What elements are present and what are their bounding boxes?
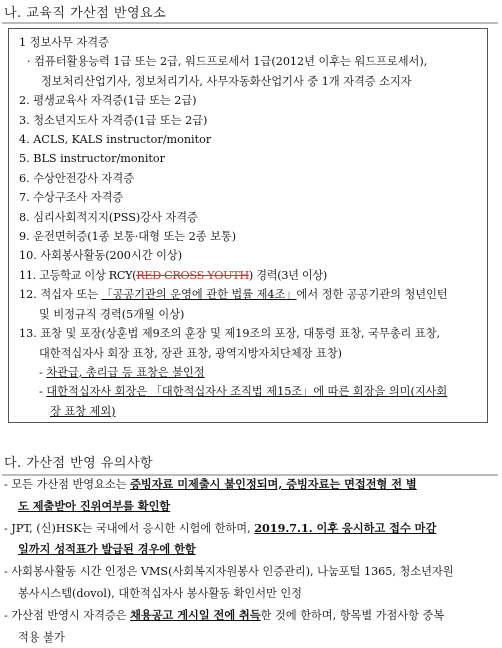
list-item-13-note-1 (19, 363, 481, 382)
list-item-13-cont: 대한적십자사 회장 표창, 장관 표창, 광역지방자치단체장 표창) (39, 346, 342, 360)
list-item-6: 6. 수상안전강사 자격증 (19, 171, 135, 185)
note-item-4-text-end: 한 것에 한하며, 항목별 가점사항 중복 (260, 608, 445, 622)
note-item-4-cont: 적용 불가 (18, 630, 65, 644)
list-item-12 (19, 285, 481, 304)
list-item-1-detail: · 컴퓨터활용능력 1급 또는 2급, 워드프로세서 1급(2012년 이후는 워드프로세서), (27, 55, 428, 69)
note-item-3: - 사회봉사활동 시간 인정은 VMS(사회복지자원봉사 인증관리), 나눔포털 1365, 청소년자원 (4, 565, 454, 579)
note-item-3-cont: 봉사시스템(dovol), 대한적십자사 봉사활동 확인서만 인정 (18, 586, 302, 600)
list-item-11-text-end: ) 경력(3년 이상) (248, 268, 327, 282)
note-2-text-cont: 장 표창 제외) (50, 404, 116, 418)
list-item-12-text-end: 에서 정한 공공기관의 청년인턴 (296, 288, 448, 302)
bonus-factors-box (8, 28, 488, 423)
note-1-text: 차관급, 총리급 등 표창은 불인정 (46, 365, 205, 379)
note-item-2-emphasis-cont: 일까지 성적표가 발급된 경우에 한함 (18, 542, 196, 557)
list-item-11 (19, 266, 481, 285)
dash-marker: - (39, 365, 47, 379)
list-item-12-cont: 및 비정규직 경력(5개월 이상) (39, 307, 185, 321)
list-item-10: 10. 사회봉사활동(200시간 이상) (19, 249, 183, 263)
list-item-12-text: 12. 적십자 또는 (19, 288, 102, 302)
list-item-11-struck: RED CROSS YOUTH (136, 268, 249, 282)
dash-marker: - (39, 385, 47, 399)
section-divider (2, 22, 498, 24)
note-item-1-emphasis-cont: 도 제출받아 진위여부를 확인함 (18, 498, 171, 513)
note-item-2 (4, 518, 498, 540)
note-2-text: 대한적십자사 회장은 「대한적십자사 조직법 제15조」에 따른 회장을 의미(지사회 (46, 385, 448, 399)
list-item-4: 4. ACLS, KALS instructor/monitor (19, 133, 212, 147)
list-item-8: 8. 심리사회적지지(PSS)강사 자격증 (19, 210, 198, 224)
note-item-1-text: - 모든 가산점 반영요소는 (4, 478, 131, 491)
list-item-12-law: 「공공기관의 운영에 관한 법률 제4조」 (101, 288, 297, 302)
list-item-13-note-2 (19, 382, 481, 401)
note-item-1-emphasis: 증빙자료 미제출시 불인정되며, 증빙자료는 면접전형 전 별 (130, 477, 417, 491)
list-item-5: 5. BLS instructor/monitor (19, 152, 165, 166)
list-item-7: 7. 수상구조사 자격증 (19, 191, 124, 205)
list-item-13: 13. 표창 및 포장(상훈법 제9조의 훈장 및 제19조의 포장, 대통령 표창, 국무총리 표창, (19, 327, 441, 341)
list-item-1-detail-cont: 정보처리산업기사, 정보처리기사, 사무자동화산업기사 중 1개 자격증 소지자 (41, 74, 412, 88)
note-item-1-cont (4, 496, 498, 518)
list-item-11-text: 11. 고등학교 이상 RCY( (19, 268, 137, 282)
list-item-9: 9. 운전면허증(1종 보통·대형 또는 2종 보통) (19, 230, 237, 244)
note-item-2-emphasis: 2019.7.1. 이후 응시하고 접수 마감 (254, 520, 437, 535)
note-item-2-text: - JPT, (신)HSK는 국내에서 응시한 시험에 한하며, (4, 521, 255, 535)
note-item-1 (4, 474, 498, 496)
note-item-2-cont (4, 539, 498, 561)
list-item-3: 3. 청소년지도사 자격증(1급 또는 2급) (19, 113, 208, 127)
note-item-4-emphasis: 채용공고 게시일 전에 취득 (130, 607, 261, 622)
notes-list (4, 474, 498, 648)
note-item-4-text: - 가산점 반영시 자격증은 (4, 608, 131, 622)
note-item-4 (4, 605, 498, 627)
section-title-notes: 다. 가산점 반영 유의사항 (4, 456, 154, 471)
list-item-1: 1 정보사무 자격증 (19, 36, 109, 49)
list-item-13-note-2-cont (19, 402, 481, 421)
list-item-2: 2. 평생교육사 자격증(1급 또는 2급) (19, 94, 197, 108)
section-title-bonus-factors: 나. 교육직 가산점 반영요소 (4, 6, 167, 21)
